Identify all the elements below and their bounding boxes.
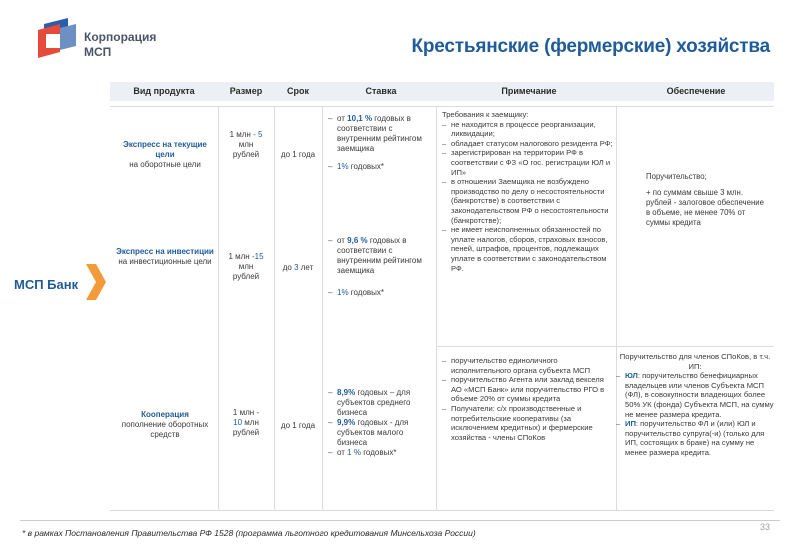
cooperation-note — [442, 356, 614, 442]
rate-line: – 8,9% годовых – для субъектов среднего бизнеса — [328, 388, 434, 418]
size-currency: рублей — [232, 272, 260, 281]
column-divider — [322, 106, 323, 510]
rate-cell — [328, 236, 434, 298]
note-item: – Получатели: с/х производственные и потребительские кооперативы (за исключением кредитных) и фермерские хозяйства - члены СПоКов — [442, 404, 614, 442]
note-item: – поручительство Агента или заклад векселя АО «МСП Банк» или поручительство РГО в объеме 20% от суммы кредита — [442, 375, 614, 404]
security-cell — [646, 172, 770, 228]
row-divider — [436, 346, 774, 347]
header-size: Размер — [229, 86, 263, 96]
note-item: – зарегистрирован на территории РФ в соответствии с ФЗ «О гос. регистрации ЮЛ и ИП» — [442, 148, 614, 177]
product-name: Экспресс на текущие цели — [123, 140, 207, 159]
size-unit: млн — [242, 418, 259, 427]
size-max: 10 — [233, 418, 243, 427]
term-cell: до 1 года — [280, 150, 316, 159]
logo-line1: Корпорация — [84, 30, 157, 44]
row-divider — [110, 510, 774, 511]
footer-divider — [20, 520, 780, 521]
column-divider — [436, 106, 437, 510]
table-header — [110, 82, 774, 101]
page-title: Крестьянские (фермерские) хозяйства — [411, 36, 770, 57]
security-item: – ЮЛ: поручительство бенефициарных владельцев или членов Субъекта МСП (ФЛ), в совокупности владеющих более 50% УК (фонда) Субъекта МСП, на сумму не менее размера кредита. — [616, 371, 774, 419]
product-desc: пополнение оборотных средств — [121, 420, 209, 439]
product-name: Экспресс на инвестиции — [116, 247, 214, 256]
rate-cell — [328, 114, 434, 172]
note-item: – не находится в процессе реорганизации, ликвидации; — [442, 120, 614, 139]
size-value: 1 млн — [228, 252, 250, 261]
bank-label: МСП Банк — [14, 277, 79, 292]
header-term: Срок — [287, 86, 309, 96]
rate-line: – от 9,6 % годовых в соответствии с внутренним рейтингом заемщика — [328, 236, 434, 276]
size-unit: млн — [238, 140, 254, 149]
security-cell — [616, 352, 774, 458]
logo-mark-icon — [38, 16, 78, 60]
column-divider — [274, 106, 275, 510]
note-heading: Требования к заемщику: — [442, 110, 529, 119]
table-row — [114, 247, 216, 267]
size-currency: рублей — [232, 428, 260, 437]
header-security: Обеспечение — [666, 86, 726, 96]
table-row — [114, 410, 216, 440]
size-value: 1 млн - — [232, 408, 260, 417]
logo-text — [84, 30, 156, 60]
security-line: Поручительство; — [646, 172, 707, 181]
row-divider — [110, 106, 774, 107]
product-desc: на инвестиционные цели — [118, 257, 212, 266]
security-line: + по суммам свыше 3 млн. рублей - залоговое обеспечение в объеме, не менее 70% от суммы кредита — [646, 188, 764, 227]
note-item: – в отношении Заемщика не возбуждено производство по делу о несостоятельности (банкротстве) в соответствии с законодательством РФ о несостоятельности (банкротстве); — [442, 177, 614, 225]
size-cell — [220, 252, 272, 282]
term-cell: до 1 года — [280, 421, 316, 430]
page-number: 33 — [760, 522, 771, 532]
header-rate: Ставка — [365, 86, 397, 96]
product-desc: на оборотные цели — [129, 160, 201, 169]
header-note: Примечание — [501, 86, 557, 96]
note-item: – не имеет неисполненных обязанностей по уплате налогов, сборов, страховых взносов, пеней, штрафов, процентов, подлежащих уплате в соответствии с законодательством РФ. — [442, 225, 614, 273]
footnote: * в рамках Постановления Правительства РФ 1528 (программа льготного кредитования Минсельхоза России) — [22, 528, 476, 538]
rate-line: – 1% годовых* — [328, 162, 434, 172]
rate-line: – от 1 % годовых* — [328, 448, 434, 458]
size-currency: рублей — [232, 150, 260, 159]
size-cell — [220, 408, 272, 438]
rate-line: – 1% годовых* — [328, 288, 434, 298]
table-row — [114, 140, 216, 170]
security-heading: Поручительство для членов СПоКов, в т.ч. ИП: — [619, 352, 771, 371]
chevron-right-icon — [84, 264, 106, 300]
size-value: 1 млн — [229, 130, 251, 139]
security-item: – ИП: поручительство ФЛ и (или) ЮЛ и поручительство супруга(-и) (только для ИП, состоящих в браке) на сумму не менее размера кредита. — [616, 419, 774, 457]
rate-cell — [328, 388, 434, 458]
note-item: – обладает статусом налогового резидента РФ; — [442, 139, 614, 149]
size-max: - 5 — [250, 130, 263, 139]
logo — [38, 16, 178, 64]
requirements-note — [442, 110, 614, 273]
rate-line: – от 10,1 % годовых в соответствии с внутренним рейтингом заемщика — [328, 114, 434, 154]
term-cell: до 3 лет — [282, 263, 314, 272]
logo-line2: МСП — [84, 45, 112, 59]
note-item: – поручительство единоличного исполнительного органа субъекта МСП — [442, 356, 614, 375]
rate-line: – 9,9% годовых - для субъектов малого бизнеса — [328, 418, 434, 448]
column-divider — [218, 106, 219, 510]
header-product: Вид продукта — [133, 86, 195, 96]
product-name: Кооперация — [141, 410, 189, 419]
size-max: -15 — [249, 252, 264, 261]
size-cell — [220, 130, 272, 160]
size-unit: млн — [238, 262, 254, 271]
